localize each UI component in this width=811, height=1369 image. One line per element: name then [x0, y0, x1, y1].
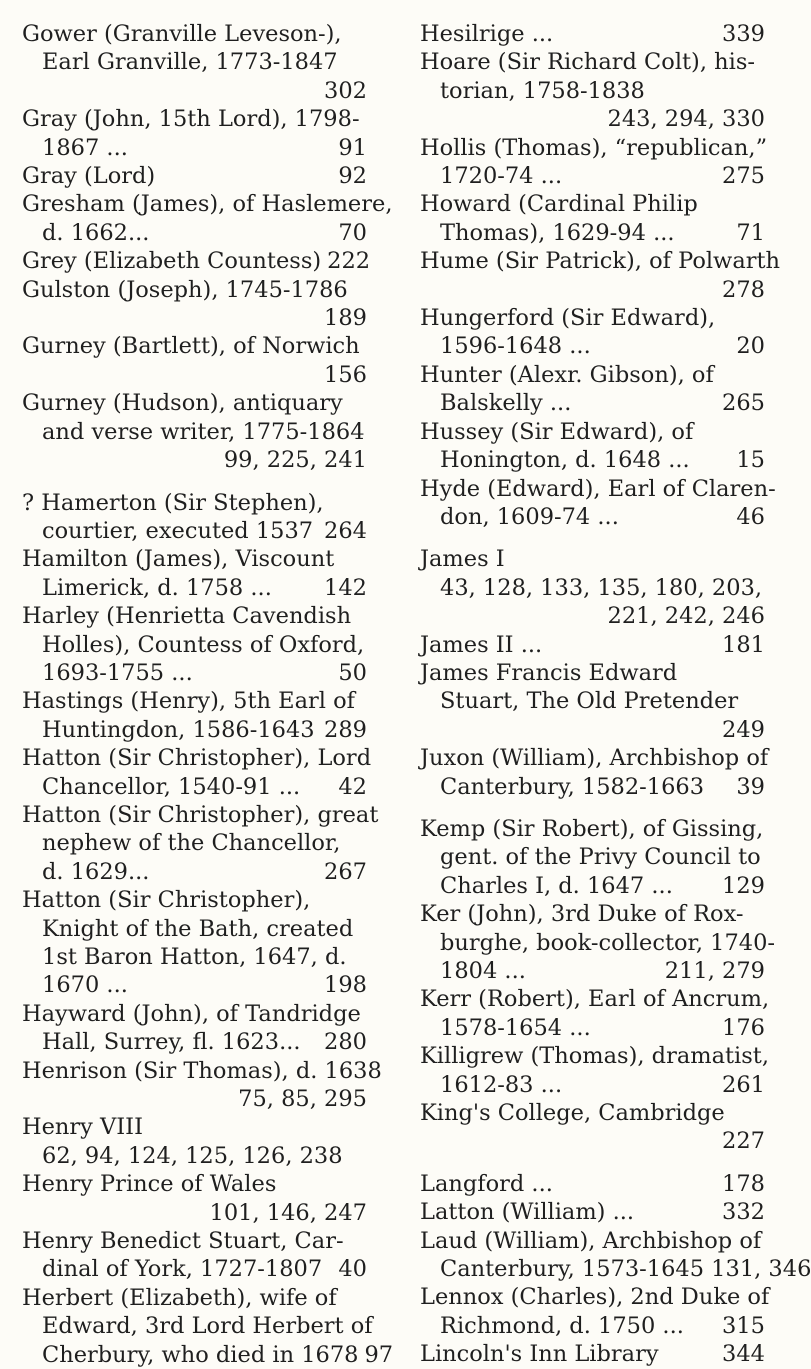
page-reference: 97: [364, 1341, 394, 1368]
index-entry-line: [420, 219, 765, 247]
index-entry-line: [420, 1340, 765, 1368]
index-entry-line: [22, 304, 367, 332]
entry-text: ? Hamerton (Sir Stephen),: [22, 489, 324, 516]
index-entry-line: [22, 659, 367, 687]
entry-text: 1578-1654 ...: [440, 1014, 591, 1041]
entry-text: Hatton (Sir Christopher), Lord: [22, 745, 372, 772]
entry-text: Cherbury, who died in 1678: [42, 1341, 359, 1368]
entry-text: Hollis (Thomas), “republican,”: [420, 134, 768, 161]
index-entry-line: [420, 20, 765, 48]
index-entry-line: [22, 1227, 367, 1255]
index-entry-line: [22, 190, 393, 218]
entry-text: 1867 ...: [42, 134, 128, 161]
entry-text: 62, 94, 124, 125, 126, 238: [42, 1142, 343, 1169]
entry-text: Hayward (John), of Tandridge: [22, 1000, 361, 1027]
page-reference: 101, 146, 247: [209, 1199, 367, 1226]
page-reference: 315: [722, 1312, 765, 1339]
index-entry-line: [22, 1170, 367, 1198]
index-entry-line: [22, 886, 367, 914]
index-entry-line: [420, 744, 769, 772]
page-reference: 261: [722, 1071, 765, 1098]
index-entry-line: [22, 361, 367, 389]
page-reference: 227: [722, 1128, 765, 1155]
index-entry-line: [420, 162, 765, 190]
page-reference: 302: [324, 77, 367, 104]
page-reference: 129: [722, 872, 765, 899]
index-entry-line: [22, 687, 367, 715]
index-entry-line: [420, 1312, 765, 1340]
index-entry-line: [420, 276, 765, 304]
index-entry-line: [420, 815, 765, 843]
page-reference: 91: [338, 134, 367, 161]
entry-gap: [22, 475, 367, 489]
entry-text: 1670 ...: [42, 972, 128, 999]
index-entry-line: [420, 418, 765, 446]
index-entry-line: [22, 1312, 373, 1340]
index-entry-line: [22, 943, 367, 971]
entry-text: torian, 1758-1838: [440, 77, 645, 104]
entry-text: Lennox (Charles), 2nd Duke of: [420, 1284, 770, 1311]
index-entry-line: [22, 418, 367, 446]
index-entry-line: [420, 574, 765, 602]
entry-text: Honington, d. 1648 ...: [440, 447, 690, 474]
page-reference: 181: [722, 631, 765, 658]
entry-text: Hamilton (James), Viscount: [22, 546, 335, 573]
index-entry-line: [22, 716, 367, 744]
entry-text: Gulston (Joseph), 1745-1786: [22, 276, 348, 303]
index-entry-line: [22, 574, 367, 602]
index-entry-line: [22, 1113, 367, 1141]
index-entry-line: [22, 134, 367, 162]
entry-text: don, 1609-74 ...: [440, 503, 619, 530]
entry-text: Hyde (Edward), Earl of Claren-: [420, 475, 776, 502]
entry-text: 1612-83 ...: [440, 1071, 563, 1098]
entry-text: Hall, Surrey, fl. 1623...: [42, 1029, 301, 1056]
index-entry-line: [420, 1014, 765, 1042]
entry-text: Hesilrige ...: [420, 21, 554, 47]
index-entry-line: [420, 1042, 769, 1070]
entry-text: Gower (Granville Leveson-),: [22, 21, 342, 47]
page-reference: 211, 279: [664, 958, 765, 984]
index-entry-line: [420, 773, 765, 801]
page-reference: 198: [324, 972, 367, 999]
index-entry-line: [22, 602, 367, 630]
page-reference: 176: [722, 1014, 765, 1041]
index-entry-line: [22, 77, 367, 105]
page-reference: 15: [736, 447, 765, 474]
index-entry-line: [420, 1071, 765, 1099]
entry-text: Hatton (Sir Christopher),: [22, 887, 311, 914]
page-reference: 178: [722, 1170, 765, 1197]
entry-text: Canterbury, 1582-1663: [440, 773, 705, 800]
entry-text: Hatton (Sir Christopher), great: [22, 801, 379, 828]
page-reference: 332: [722, 1199, 765, 1226]
index-entry-line: [22, 1057, 382, 1085]
index-entry-line: [420, 389, 765, 417]
entry-text: Hungerford (Sir Edward),: [420, 305, 716, 332]
page-reference: 42: [338, 773, 367, 800]
entry-text: Hume (Sir Patrick), of Polwarth: [420, 248, 781, 275]
entry-text: courtier, executed 1537: [42, 517, 314, 544]
page-reference: 40: [338, 1256, 367, 1283]
entry-text: Herbert (Elizabeth), wife of: [22, 1284, 337, 1311]
index-entry-line: [22, 162, 367, 190]
page-reference: 289: [324, 716, 367, 743]
index-entry-line: [420, 631, 765, 659]
index-entry-line: [420, 48, 765, 76]
index-entry-line: [420, 1283, 770, 1311]
entry-text: Gray (Lord): [22, 163, 156, 190]
index-entry-line: [22, 48, 367, 76]
index-entry-line: [22, 1255, 367, 1283]
page-reference: 339: [722, 21, 765, 47]
entry-text: Gurney (Hudson), antiquary: [22, 390, 343, 417]
entry-text: 43, 128, 133, 135, 180, 203,: [440, 574, 763, 601]
entry-text: Limerick, d. 1758 ...: [42, 574, 272, 601]
page-reference: 264: [324, 517, 367, 544]
index-entry-line: [22, 247, 371, 275]
index-entry-line: [420, 900, 765, 928]
index-entry-line: [22, 489, 367, 517]
index-entry-line: [420, 545, 765, 573]
index-entry-line: [420, 1170, 765, 1198]
index-entry-line: [420, 957, 765, 985]
entry-text: Knight of the Bath, created: [42, 915, 354, 942]
entry-text: Grey (Elizabeth Countess): [22, 248, 322, 275]
page-reference: 222: [327, 248, 371, 275]
index-entry-line: [420, 929, 775, 957]
index-entry-line: [420, 332, 765, 360]
entry-text: Henry Prince of Wales: [22, 1171, 277, 1198]
index-entry-line: [420, 659, 765, 687]
entry-text: Howard (Cardinal Philip: [420, 191, 698, 218]
index-entry-line: [22, 971, 367, 999]
page-reference: 189: [324, 305, 367, 332]
entry-text: 1596-1648 ...: [440, 333, 591, 360]
entry-text: 1720-74 ...: [440, 163, 563, 190]
entry-text: d. 1662...: [42, 219, 150, 246]
index-entry-line: [420, 475, 776, 503]
index-entry-line: [420, 985, 770, 1013]
entry-text: d. 1629...: [42, 858, 150, 885]
entry-text: and verse writer, 1775-1864: [42, 418, 365, 445]
index-entry-line: [420, 687, 765, 715]
page-reference: 265: [722, 390, 765, 417]
entry-text: James Francis Edward: [420, 659, 678, 686]
index-entry-line: [22, 219, 367, 247]
index-entry-line: [22, 1028, 367, 1056]
index-entry-line: [420, 77, 765, 105]
index-entry-line: [22, 1142, 367, 1170]
page-reference: 20: [736, 333, 765, 360]
index-entry-line: [420, 1127, 765, 1155]
entry-text: Juxon (William), Archbishop of: [420, 745, 769, 772]
entry-text: Latton (William) ...: [420, 1199, 635, 1226]
index-entry-line: [22, 858, 367, 886]
page-reference: 278: [722, 276, 765, 303]
entry-gap: [420, 531, 765, 545]
index-entry-line: [420, 134, 768, 162]
page-reference: 50: [338, 659, 367, 686]
index-column-left: [22, 20, 394, 1369]
index-entry-line: [22, 105, 367, 133]
entry-text: Killigrew (Thomas), dramatist,: [420, 1043, 769, 1070]
entry-text: burghe, book-collector, 1740-: [440, 929, 775, 956]
index-entry-line: [22, 773, 367, 801]
entry-text: nephew of the Chancellor,: [42, 830, 341, 857]
entry-text: Kerr (Robert), Earl of Ancrum,: [420, 986, 770, 1013]
index-entry-line: [420, 1227, 765, 1255]
entry-gap: [420, 1156, 765, 1170]
entry-text: Edward, 3rd Lord Herbert of: [42, 1313, 373, 1340]
entry-text: Earl Granville, 1773-1847: [42, 49, 338, 76]
page-reference: 275: [722, 163, 765, 190]
page-reference: 249: [722, 716, 765, 743]
index-entry-line: [22, 1284, 367, 1312]
index-entry-line: [22, 20, 367, 48]
index-entry-line: [420, 446, 765, 474]
entry-text: King's College, Cambridge: [420, 1100, 725, 1127]
page-reference: 344: [722, 1341, 765, 1368]
page-reference: 267: [324, 858, 367, 885]
entry-text: gent. of the Privy Council to: [440, 844, 761, 871]
entry-text: James II ...: [420, 631, 543, 658]
page-reference: 156: [324, 361, 367, 388]
entry-text: Stuart, The Old Pretender: [440, 688, 739, 715]
index-entry-line: [420, 1099, 765, 1127]
index-entry-line: [22, 332, 367, 360]
index-entry-line: [22, 801, 379, 829]
entry-text: Canterbury, 1573-1645 131, 346: [440, 1256, 811, 1283]
entry-text: Gresham (James), of Haslemere,: [22, 191, 393, 218]
page-reference: 243, 294, 330: [607, 106, 765, 133]
entry-text: Hastings (Henry), 5th Earl of: [22, 688, 355, 715]
entry-text: dinal of York, 1727-1807: [42, 1256, 323, 1283]
entry-text: Balskelly ...: [440, 390, 572, 417]
entry-text: Chancellor, 1540-91 ...: [42, 773, 301, 800]
index-entry-line: [22, 1085, 367, 1113]
index-entry-line: [22, 1000, 367, 1028]
index-entry-line: [420, 361, 765, 389]
entry-text: Holles), Countess of Oxford,: [42, 631, 365, 658]
page-reference: 99, 225, 241: [223, 447, 367, 474]
entry-gap: [420, 801, 765, 815]
index-entry-line: [22, 545, 367, 573]
entry-text: Gray (John, 15th Lord), 1798-: [22, 106, 360, 133]
page-reference: 92: [338, 163, 367, 190]
entry-text: Langford ...: [420, 1170, 553, 1197]
entry-text: Hussey (Sir Edward), of: [420, 418, 694, 445]
page-reference: 46: [736, 503, 765, 530]
index-entry-line: [420, 190, 765, 218]
index-entry-line: [420, 1198, 765, 1226]
page-reference: 75, 85, 295: [238, 1086, 367, 1113]
entry-text: Ker (John), 3rd Duke of Rox-: [420, 901, 744, 928]
index-entry-line: [420, 105, 765, 133]
index-entry-line: [22, 446, 367, 474]
entry-text: Huntingdon, 1586-1643: [42, 716, 315, 743]
entry-text: Hunter (Alexr. Gibson), of: [420, 361, 714, 388]
page-reference: 39: [736, 773, 765, 800]
entry-text: Laud (William), Archbishop of: [420, 1227, 762, 1254]
index-entry-line: [420, 304, 765, 332]
page-reference: 142: [324, 574, 367, 601]
entry-text: 1st Baron Hatton, 1647, d.: [42, 944, 347, 970]
index-entry-line: [22, 1341, 394, 1369]
entry-text: Thomas), 1629-94 ...: [440, 219, 675, 246]
entry-text: Gurney (Bartlett), of Norwich: [22, 333, 360, 360]
index-entry-line: [22, 517, 367, 545]
entry-text: Richmond, d. 1750 ...: [440, 1312, 684, 1339]
index-entry-line: [420, 602, 765, 630]
index-entry-line: [22, 744, 372, 772]
index-entry-line: [22, 631, 367, 659]
index-entry-line: [420, 716, 765, 744]
entry-text: Kemp (Sir Robert), of Gissing,: [420, 815, 764, 842]
page-reference: 280: [324, 1029, 367, 1056]
index-entry-line: [420, 247, 781, 275]
entry-text: Henrison (Sir Thomas), d. 1638: [22, 1057, 382, 1084]
index-entry-line: [22, 829, 367, 857]
index-column-right: [420, 20, 811, 1369]
entry-text: James I: [420, 546, 505, 573]
entry-text: Henry Benedict Stuart, Car-: [22, 1228, 344, 1255]
entry-text: 1804 ...: [440, 958, 526, 984]
entry-text: Lincoln's Inn Library: [420, 1341, 659, 1368]
index-entry-line: [22, 1199, 367, 1227]
entry-text: 1693-1755 ...: [42, 659, 193, 686]
page-reference: 71: [736, 219, 765, 246]
entry-text: Hoare (Sir Richard Colt), his-: [420, 49, 755, 76]
index-entry-line: [22, 915, 367, 943]
index-entry-line: [22, 389, 367, 417]
page-reference: 70: [338, 219, 367, 246]
index-entry-line: [420, 872, 765, 900]
entry-text: Henry VIII: [22, 1114, 143, 1141]
index-entry-line: [420, 1255, 811, 1283]
index-entry-line: [420, 843, 765, 871]
index-entry-line: [420, 503, 765, 531]
entry-text: Charles I, d. 1647 ...: [440, 872, 673, 899]
page-reference: 221, 242, 246: [607, 603, 765, 630]
index-entry-line: [22, 276, 367, 304]
entry-text: Harley (Henrietta Cavendish: [22, 603, 352, 630]
